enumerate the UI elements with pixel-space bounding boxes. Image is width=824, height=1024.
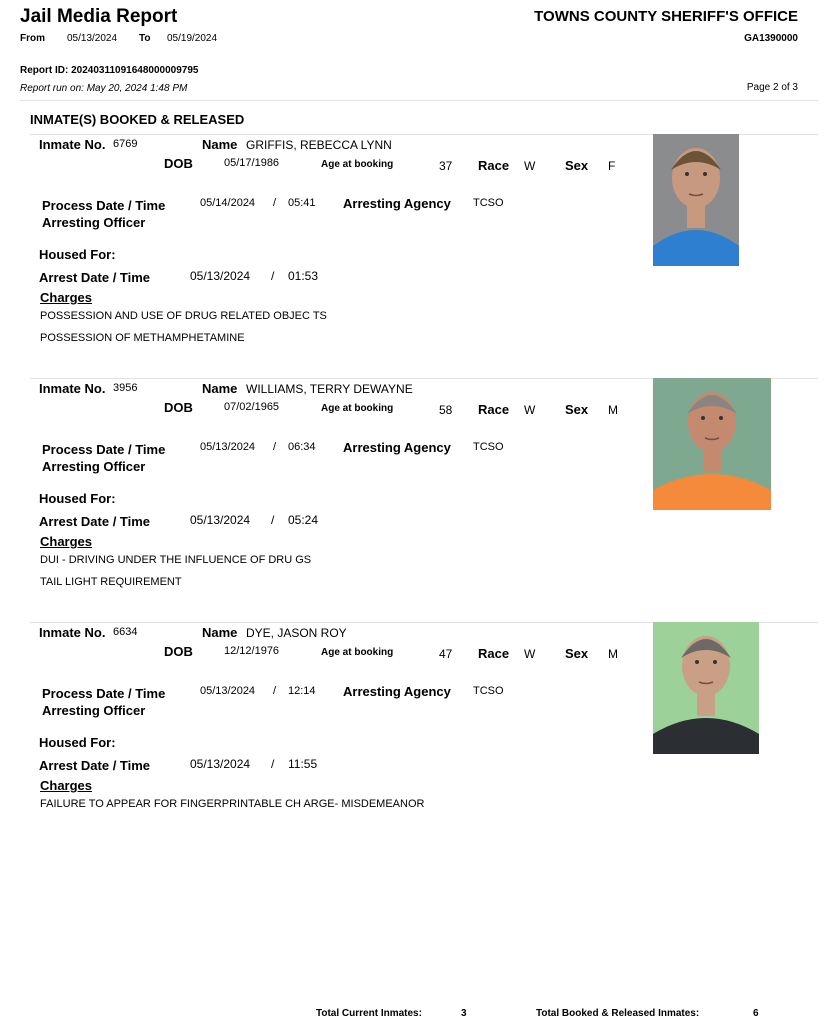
process-label: Process Date / Time [42, 686, 166, 701]
arrest-label: Arrest Date / Time [39, 514, 151, 529]
inmate-no-value: 6634 [113, 626, 138, 638]
agency-value: TCSO [473, 441, 504, 453]
charge-item: DUI - DRIVING UNDER THE INFLUENCE OF DRU GS [40, 554, 312, 566]
age-value: 47 [439, 647, 453, 661]
race-value: W [524, 647, 536, 661]
page-number: Page 2 of 3 [746, 82, 798, 93]
agency-value: TCSO [473, 197, 504, 209]
process-separator: / [273, 197, 277, 209]
housed-label: Housed For: [39, 247, 116, 262]
process-time: 05:41 [288, 197, 316, 209]
name-label: Name [202, 381, 238, 396]
arrest-date: 05/13/2024 [190, 269, 251, 283]
charge-item: POSSESSION OF METHAMPHETAMINE [40, 332, 245, 344]
inmate-no-label: Inmate No. [39, 381, 106, 396]
officer-label: Arresting Officer [42, 703, 146, 718]
report-run: Report run on: May 20, 2024 1:48 PM [20, 83, 188, 94]
arrest-date: 05/13/2024 [190, 757, 251, 771]
dob-label: DOB [164, 156, 193, 171]
sex-label: Sex [565, 158, 589, 173]
inmate-record [0, 378, 824, 618]
dob-label: DOB [164, 644, 193, 659]
total-current-value: 3 [461, 1008, 467, 1019]
arrest-time: 01:53 [288, 269, 319, 283]
dob-value: 05/17/1986 [224, 157, 280, 169]
process-time: 12:14 [288, 685, 316, 697]
sex-label: Sex [565, 646, 589, 661]
from-label: From [20, 33, 45, 44]
officer-label: Arresting Officer [42, 215, 146, 230]
arrest-separator: / [271, 269, 275, 283]
process-time: 06:34 [288, 441, 316, 453]
housed-label: Housed For: [39, 735, 116, 750]
sex-value: F [608, 159, 616, 173]
process-date: 05/14/2024 [200, 197, 256, 209]
charges-label: Charges [40, 534, 93, 549]
agency-label: Arresting Agency [343, 684, 451, 699]
arrest-time: 11:55 [288, 757, 318, 771]
dob-label: DOB [164, 400, 193, 415]
arrest-label: Arrest Date / Time [39, 758, 151, 773]
name-label: Name [202, 625, 238, 640]
inmate-no-label: Inmate No. [39, 625, 106, 640]
header-divider [20, 100, 818, 101]
from-date: 05/13/2024 [67, 33, 118, 44]
inmate-photo [653, 622, 759, 754]
sex-value: M [608, 403, 618, 417]
total-current-label: Total Current Inmates: [316, 1008, 422, 1019]
charge-item: FAILURE TO APPEAR FOR FINGERPRINTABLE CH ARGE- MISDEMEANOR [40, 798, 425, 810]
name-label: Name [202, 137, 238, 152]
race-value: W [524, 403, 536, 417]
report-id: Report ID: 20240311091648000009795 [20, 65, 199, 76]
officer-label: Arresting Officer [42, 459, 146, 474]
age-label: Age at booking [321, 647, 394, 658]
total-booked-value: 6 [753, 1008, 759, 1019]
process-label: Process Date / Time [42, 442, 166, 457]
sex-value: M [608, 647, 618, 661]
charges-label: Charges [40, 778, 93, 793]
total-booked-label: Total Booked & Released Inmates: [536, 1008, 700, 1019]
agency-value: TCSO [473, 685, 504, 697]
section-title: INMATE(S) BOOKED & RELEASED [30, 112, 245, 127]
race-label: Race [478, 646, 510, 661]
charges-label: Charges [40, 290, 93, 305]
race-label: Race [478, 402, 510, 417]
dob-value: 12/12/1976 [224, 645, 280, 657]
inmate-no-label: Inmate No. [39, 137, 106, 152]
agency-code: GA1390000 [744, 33, 798, 44]
process-separator: / [273, 685, 277, 697]
report-title: Jail Media Report [20, 6, 178, 27]
inmate-record [0, 134, 824, 374]
inmate-photo [653, 378, 771, 510]
inmate-photo [653, 134, 739, 266]
to-date: 05/19/2024 [167, 33, 218, 44]
race-label: Race [478, 158, 510, 173]
agency-name: TOWNS COUNTY SHERIFF'S OFFICE [534, 8, 798, 25]
process-date: 05/13/2024 [200, 685, 256, 697]
race-value: W [524, 159, 536, 173]
sex-label: Sex [565, 402, 589, 417]
process-date: 05/13/2024 [200, 441, 256, 453]
inmate-record [0, 622, 824, 862]
age-value: 58 [439, 403, 453, 417]
inmate-name: DYE, JASON ROY [246, 626, 347, 640]
inmate-name: GRIFFIS, REBECCA LYNN [246, 138, 392, 152]
process-label: Process Date / Time [42, 198, 166, 213]
age-label: Age at booking [321, 159, 394, 170]
agency-label: Arresting Agency [343, 196, 451, 211]
arrest-separator: / [271, 513, 275, 527]
housed-label: Housed For: [39, 491, 116, 506]
inmate-no-value: 6769 [113, 138, 138, 150]
charge-item: TAIL LIGHT REQUIREMENT [40, 576, 182, 588]
arrest-separator: / [271, 757, 275, 771]
inmate-name: WILLIAMS, TERRY DEWAYNE [246, 382, 413, 396]
agency-label: Arresting Agency [343, 440, 451, 455]
age-label: Age at booking [321, 403, 394, 414]
inmate-no-value: 3956 [113, 382, 138, 394]
charge-item: POSSESSION AND USE OF DRUG RELATED OBJEC TS [40, 310, 327, 322]
to-label: To [139, 33, 151, 44]
arrest-label: Arrest Date / Time [39, 270, 151, 285]
arrest-time: 05:24 [288, 513, 319, 527]
arrest-date: 05/13/2024 [190, 513, 251, 527]
process-separator: / [273, 441, 277, 453]
age-value: 37 [439, 159, 453, 173]
dob-value: 07/02/1965 [224, 401, 280, 413]
